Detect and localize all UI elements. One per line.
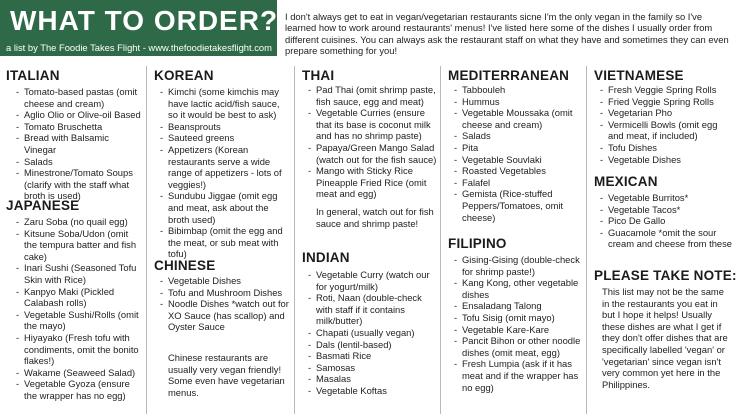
list-item: - Vegetable Tacos* [600, 204, 734, 216]
page-title: WHAT TO ORDER? [10, 5, 279, 36]
column-5 [590, 64, 736, 420]
chinese-note: Chinese restaurants are usually very vegan friendly! Some even have vegetarian menus. [168, 352, 285, 398]
list-item: - Salads [454, 130, 584, 142]
column-1 [6, 64, 142, 420]
column-3 [298, 64, 438, 420]
list-item: - Wakame (Seaweed Salad) [16, 367, 142, 379]
section-heading-italian: ITALIAN [6, 68, 60, 83]
list-item: - Samosas [308, 362, 438, 374]
list-item: - Tabbouleh [454, 84, 584, 96]
list-item: - Kanpyo Maki (Pickled Calabash rolls) [16, 286, 142, 309]
list-item: - Vermicelli Bowls (omit egg and meat, if included) [600, 119, 734, 142]
list-item: - Vegetable Moussaka (omit cheese and cream) [454, 107, 584, 130]
list-item: - Noodle Dishes *watch out for XO Sauce (has scallop) and Oyster Sauce [160, 298, 290, 333]
list-item: - Vegetable Kare-Kare [454, 324, 584, 336]
indian-dish-list [308, 269, 438, 397]
list-item: - Bread with Balsamic Vinegar [16, 132, 142, 155]
list-item: - Kimchi (some kimchis may have lactic acid/fish sauce, so it would be best to ask) [160, 86, 290, 121]
list-item: - Vegetarian Pho [600, 107, 734, 119]
column-divider [294, 66, 295, 414]
list-item: - Roasted Vegetables [454, 165, 584, 177]
italian-dish-list [16, 86, 142, 202]
section-heading-thai: THAI [302, 68, 335, 83]
section-heading-japanese: JAPANESE [6, 198, 80, 213]
header-band [0, 0, 277, 56]
list-item: - Sauteed greens [160, 132, 290, 144]
list-item: - Tofu Sisig (omit mayo) [454, 312, 584, 324]
column-divider [586, 66, 587, 414]
vietnamese-dish-list [600, 84, 734, 165]
list-item: - Hiyayako (Fresh tofu with condiments, omit the bonito flakes!) [16, 332, 142, 367]
section-heading-mexican: MEXICAN [594, 174, 658, 189]
list-item: - Vegetable Koftas [308, 385, 438, 397]
list-item: - Vegetable Burritos* [600, 192, 734, 204]
list-item: - Roti, Naan (double-check with staff if it contains milk/butter) [308, 292, 438, 327]
list-item: - Fried Veggie Spring Rolls [600, 96, 734, 108]
section-heading-mediterranean: MEDITERRANEAN [448, 68, 570, 83]
list-item: - Pita [454, 142, 584, 154]
column-divider [440, 66, 441, 414]
list-item: - Fresh Veggie Spring Rolls [600, 84, 734, 96]
list-item: - Tofu Dishes [600, 142, 734, 154]
list-item: - Aglio Olio or Olive-oil Based [16, 109, 142, 121]
korean-dish-list [160, 86, 290, 260]
list-item: - Vegetable Curry (watch our for yogurt/milk) [308, 269, 438, 292]
filipino-dish-list [454, 254, 584, 393]
list-item: - Hummus [454, 96, 584, 108]
list-item: - Kang Kong, other vegetable dishes [454, 277, 584, 300]
column-divider [146, 66, 147, 414]
column-4 [444, 64, 584, 420]
list-item: - Tomato Bruschetta [16, 121, 142, 133]
list-item: - Pad Thai (omit shrimp paste, fish sauce, egg and meat) [308, 84, 438, 107]
section-heading-vietnamese: VIETNAMESE [594, 68, 684, 83]
list-item: - Papaya/Green Mango Salad (watch out for the fish sauce) [308, 142, 438, 165]
list-item: - Tofu and Mushroom Dishes [160, 287, 290, 299]
japanese-dish-list [16, 216, 142, 402]
list-item: - Appetizers (Korean restaurants serve a wide range of appetizers - lots of veggies!) [160, 144, 290, 190]
list-item: - Vegetable Gyoza (ensure the wrapper has no egg) [16, 378, 142, 401]
list-item: - Kitsune Soba/Udon (omit the tempura batter and fish cake) [16, 228, 142, 263]
column-2 [150, 64, 292, 420]
list-item: - Beansprouts [160, 121, 290, 133]
list-item: - Mango with Sticky Rice Pineapple Fried Rice (omit meat and egg) [308, 165, 438, 200]
mediterranean-dish-list [454, 84, 584, 223]
list-item: - Minestrone/Tomato Soups (clarify with the staff what broth is used) [16, 167, 142, 202]
list-item: - Pancit Bihon or other noodle dishes (omit meat, egg) [454, 335, 584, 358]
section-heading-please-take-note: PLEASE TAKE NOTE: [594, 268, 737, 283]
list-item: - Dals (lentil-based) [308, 339, 438, 351]
thai-dish-list [308, 84, 438, 200]
thai-note: In general, watch out for fish sauce and shrimp paste! [316, 206, 434, 229]
list-item: - Vegetable Dishes [160, 275, 290, 287]
list-item: - Masalas [308, 373, 438, 385]
list-item: - Vegetable Dishes [600, 154, 734, 166]
list-item: - Vegetable Souvlaki [454, 154, 584, 166]
list-item: - Bibimbap (omit the egg and the meat, or sub meat with tofu) [160, 225, 290, 260]
mexican-dish-list [600, 192, 734, 250]
chinese-dish-list [160, 275, 290, 333]
section-heading-filipino: FILIPINO [448, 236, 507, 251]
list-item: - Gemista (Rice-stuffed Peppers/Tomatoes, omit cheese) [454, 188, 584, 223]
please-take-note-text: This list may not be the same in the restaurants you eat in but I hope it helps! Usually these dishes are what I get if they don't offer dishes that are specifically labelled 'vegan' or 'vegetarian' since vegan isn't very common yet here in the Philippines. [602, 286, 728, 390]
section-heading-korean: KOREAN [154, 68, 214, 83]
list-item: - Salads [16, 156, 142, 168]
section-heading-chinese: CHINESE [154, 258, 216, 273]
list-item: - Fresh Lumpia (ask if it has meat and if the wrapper has no egg) [454, 358, 584, 393]
list-item: - Pico De Gallo [600, 215, 734, 227]
list-item: - Falafel [454, 177, 584, 189]
list-item: - Gising-Gising (double-check for shrimp paste!) [454, 254, 584, 277]
list-item: - Vegetable Sushi/Rolls (omit the mayo) [16, 309, 142, 332]
intro-text: I don't always get to eat in vegan/vegetarian restaurants sicne I'm the only vegan in the family so I've learned how to work around restaurants' menus! I've listed here some of the dishes I usually order from different cuisines. You can always ask the restaurant staff on what they have and sometimes they can even prepare something for you! [285, 11, 729, 57]
author-credit: a list by The Foodie Takes Flight - www.thefoodietakesflight.com [6, 42, 272, 53]
list-item: - Zaru Soba (no quail egg) [16, 216, 142, 228]
list-item: - Guacamole *omit the sour cream and cheese from these [600, 227, 734, 250]
list-item: - Chapati (usually vegan) [308, 327, 438, 339]
list-item: - Tomato-based pastas (omit cheese and cream) [16, 86, 142, 109]
list-item: - Ensaladang Talong [454, 300, 584, 312]
list-item: - Vegetable Curries (ensure that its base is coconut milk and has no shrimp paste) [308, 107, 438, 142]
section-heading-indian: INDIAN [302, 250, 350, 265]
list-item: - Sundubu Jiggae (omit egg and meat, ask about the broth used) [160, 190, 290, 225]
list-item: - Inari Sushi (Seasoned Tofu Skin with Rice) [16, 262, 142, 285]
list-item: - Basmati Rice [308, 350, 438, 362]
